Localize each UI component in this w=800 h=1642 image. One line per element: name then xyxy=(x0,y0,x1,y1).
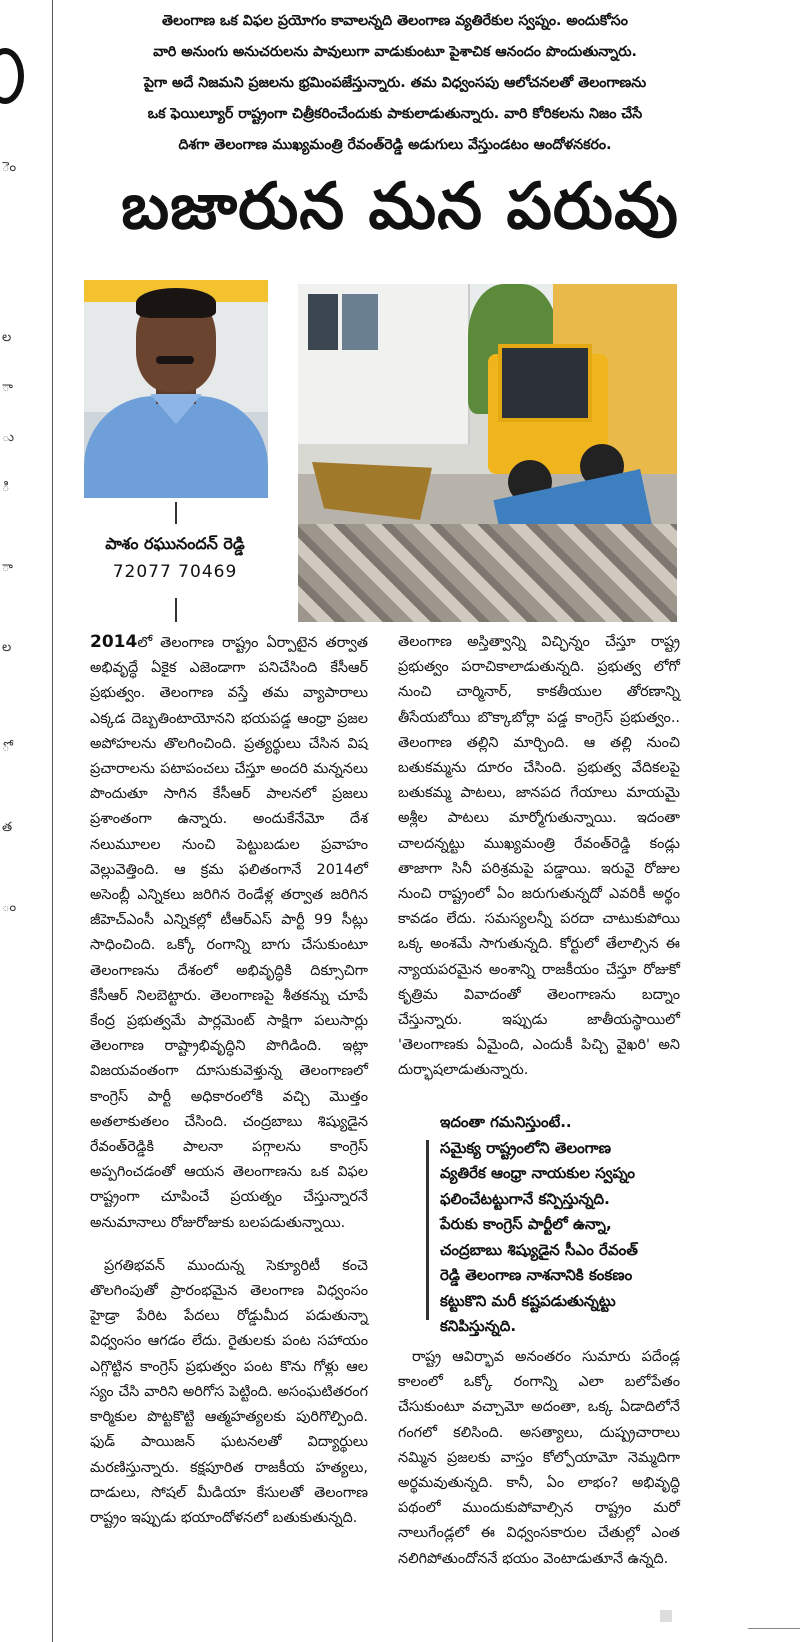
pull-quote-line: సమైక్య రాష్ట్రంలోని తెలంగాణ xyxy=(440,1138,611,1157)
pull-quote-bar xyxy=(426,1140,429,1320)
bulldozer-demolition-photo xyxy=(298,284,677,622)
pull-quote-line: వ్యతిరేక ఆంధ్రా నాయకుల స్వప్నం xyxy=(440,1164,636,1182)
paragraph: రాష్ట్ర ఆవిర్భావ అనంతరం సుమారు పదేండ్ల కాలంలో ఒక్కో రంగాన్ని ఎలా బలోపేతం చేసుకుంటూ వచ్చామో అదంతా, ఒక్క ఏడాదిలోనే గంగలో కలిసింది. అసత్యాలు, దుష్ప్రచారాలు నమ్మిన ప్రజలకు వాస్తం కోల్పోయామో నెమ్మదిగా అర్థమవుతున్నది. కానీ, ఏం లాభం? అభివృద్ధి పథంలో ముందుకుపోవాల్సిన రాష్ట్రం మరో నాలుగేండ్లలో ఈ విధ్వంసకారుల చేతుల్లో ఎంత నలిగిపోతుందోననే భయం వెంటాడుతూనే ఉన్నది. xyxy=(398,1349,680,1567)
margin-fragment: ెం xyxy=(2,160,17,175)
adjacent-column-glyph xyxy=(0,48,24,104)
margin-fragment: ం xyxy=(2,900,17,915)
pull-quote-line: ఫలించేటట్టుగానే కన్పిస్తున్నది. xyxy=(440,1189,610,1208)
paragraph: తెలంగాణ అస్తిత్వాన్ని విచ్ఛిన్నం చేస్తూ రాష్ట్ర ప్రభుత్వం పరాచికాలాడుతున్నది. ప్రభుత్వ లోగో నుంచి చార్మినార్, కాకతీయుల తోరణాన్ని తీసేయబోయి బొక్కాబోర్లా పడ్డ కాంగ్రెస్ ప్రభుత్వం.. తెలంగాణ తల్లిని మార్చింది. ఆ తల్లి నుంచి బతుకమ్మను దూరం చేసింది. ప్రభుత్వ వేదికలపై బతుకమ్మ పాటలు, జానపద గేయాలు మాయమై అశ్లీల పాటలు మార్మోగుతున్నాయి. ఇదంతా చాలదన్నట్టు ముఖ్యమంత్రి రేవంత్‌రెడ్డి కండ్లు తాజాగా సినీ పరిశ్రమపై పడ్డాయి. ఇరువై రోజుల నుంచి రాష్ట్రంలో ఏం జరుగుతున్నదో ఎవరికీ అర్థం కావడం లేదు. సమస్యలన్నీ పరదా చాటుకుపోయి ఒక్క అంశమే సాగుతున్నది. కోర్టులో తేలాల్సిన ఈ న్యాయపరమైన అంశాన్ని రాజకీయం చేస్తూ రోజుకో కృత్రిమ వివాదంతో తెలంగాణను బద్నాం చేస్తున్నారు. ఇప్పుడు జాతీయస్థాయిలో 'తెలంగాణకు ఏమైంది, ఎందుకీ పిచ్చి వైఖరి' అని దుర్భాషలాడుతున్నారు. xyxy=(398,634,680,1079)
pull-quote-line: రెడ్డి తెలంగాణ నాశనానికి కంకణం xyxy=(440,1266,633,1284)
margin-fragment: ా xyxy=(2,380,13,395)
margin-fragment: ల xyxy=(2,640,12,655)
author-phone: 72077 70469 xyxy=(112,562,238,582)
margin-fragment: ో xyxy=(2,740,10,755)
pull-quote-line: పేరుకు కాంగ్రెస్ పార్టీలో ఉన్నా, xyxy=(440,1215,612,1233)
author-photo xyxy=(84,280,268,498)
pull-quote-line: కట్టుకొని మరీ కష్టపడుతున్నట్టు xyxy=(440,1291,616,1310)
paragraph: ప్రగతిభవన్ ముందున్న సెక్యూరిటీ కంచె తొలగింపుతో ప్రారంభమైన తెలంగాణ విధ్వంసం హైడ్రా పేరిట పేదలు రోడ్డుమీద పడుతున్నా విధ్వంసం ఆగడం లేదు. రైతులకు పంట సహాయం ఎగ్గొట్టిన కాంగ్రెస్ ప్రభుత్వం పంట కొను గోళ్లు ఆల స్యం చేసి వారిని అరిగోస పెట్టింది. అసంఘటితరంగ కార్మికుల పొట్టకొట్టి ఆత్మహత్యలకు పురిగొల్పింది. ఫుడ్ పాయిజన్ ఘటనలతో విద్యార్థులు మరణిస్తున్నారు. కక్షపూరిత రాజకీయ హత్యలు, దాడులు, సోషల్ మీడియా కేసులతో తెలంగాణ రాష్ట్రం ఇప్పుడు భయాందోళనలో బతుకుతున్నది. xyxy=(90,1257,368,1526)
author-name: పాశం రఘునందన్ రెడ్డి xyxy=(105,534,245,553)
pull-quote-line: ఇదంతా గమనిస్తుంటే.. xyxy=(440,1113,572,1131)
paragraph-text: లో తెలంగాణ రాష్ట్రం ఏర్పాటైన తర్వాత అభివృద్ధే ఏకైక ఎజెండాగా పనిచేసింది కేసీఆర్ ప్రభుత్వం. తెలంగాణ వస్తే తమ వ్యాపారాలు ఎక్కడ దెబ్బతింటాయోనని భయపడ్డ ఆంధ్రా ప్రజల అపోహలను తొలగించింది. ప్రత్యర్థులు చేసిన విష ప్రచారాలను పటాపంచలు చేస్తూ అందరి మన్ననలు పొందుతూ సాగిన కేసీఆర్ పాలనలో ప్రజలు ప్రశాంతంగా ఉన్నారు. అందుకేనేమో దేశ నలుమూలల నుంచి పెట్టుబడుల ప్రవాహం వెల్లువెత్తింది. ఆ క్రమ ఫలితంగానే 2014లో అసెంబ్లీ ఎన్నికలు జరిగిన రెండేళ్ల తర్వాత జరిగిన జీహెచ్ఎంసీ ఎన్నికల్లో టీఆర్ఎస్ పార్టీ 99 సీట్లు సాధించింది. ఒక్కో రంగాన్ని బాగు చేసుకుంటూ తెలంగాణను దేశంలో అభివృద్ధికి దిక్సూచిగా కేసీఆర్ నిలబెట్టారు. తెలంగాణపై శీతకన్ను చూపే కేంద్ర ప్రభుత్వమే పార్లమెంట్ సాక్షిగా పలుసార్లు తెలంగాణ రాష్ట్రాభివృద్ధిని పొగిడింది. ఇట్లా విజయవంతంగా దూసుకువెళ్తున్న తెలంగాణలో కాంగ్రెస్ పార్టీ అధికారంలోకి వచ్చి మొత్తం అతలాకుతలం చేసింది. చంద్రబాబు శిష్యుడైన రేవంత్‌రెడ్డికి పాలనా పగ్గాలను కాంగ్రెస్ అప్పగించడంతో ఆయన తెలంగాణను ఒక విఫల రాష్ట్రంగా చూపించే ప్రయత్నం చేస్తున్నారనే అనుమానాలు రోజురోజుకు బలపడుతున్నాయి. xyxy=(90,635,368,1231)
left-margin-adjacent-column xyxy=(0,0,53,1642)
caption-divider xyxy=(175,598,177,622)
pull-quote xyxy=(440,1110,665,1340)
pull-quote-line: చంద్రబాబు శిష్యుడైన సీఎం రేవంత్ xyxy=(440,1240,638,1259)
article-column-2 xyxy=(398,630,680,1102)
lead-line: తెలంగాణ ఒక విఫల ప్రయోగం కావాలన్నది తెలంగాణ వ్యతిరేకుల స్వప్నం. అందుకోసం xyxy=(162,13,628,29)
caption-divider xyxy=(175,502,177,524)
end-mark xyxy=(660,1610,672,1622)
lead-paragraph xyxy=(70,6,720,161)
margin-fragment: ల xyxy=(2,330,12,345)
article-headline: బజారున మన పరువు xyxy=(121,170,679,244)
margin-fragment: ా xyxy=(2,560,13,575)
lead-line: వారి అనుంగు అనుచరులను పావులుగా వాడుకుంటూ పైశాచిక ఆనందం పొందుతున్నారు. xyxy=(153,44,637,60)
lead-line: ఒక ఫెయిల్యూర్ రాష్ట్రంగా చిత్రీకరించేందుకు పాకులాడుతున్నారు. వారి కోరికలను నిజం చేసే xyxy=(147,106,643,122)
article-column-3 xyxy=(398,1345,680,1590)
article-column-1 xyxy=(90,630,368,1549)
lead-line: దిశగా తెలంగాణ ముఖ్యమంత్రి రేవంత్‌రెడ్డి అడుగులు వేస్తుండటం ఆందోళనకరం. xyxy=(178,137,612,153)
paragraph xyxy=(90,630,368,1236)
dropcap-year: 2014 xyxy=(90,632,138,652)
margin-fragment: ి xyxy=(2,480,10,495)
lead-line: పైగా అదే నిజమని ప్రజలను భ్రమింపజేస్తున్నారు. తమ విధ్వంసపు ఆలోచనలతో తెలంగాణను xyxy=(143,75,647,91)
bottom-rule xyxy=(748,1628,800,1629)
pull-quote-line: కనిపిస్తున్నది. xyxy=(440,1317,517,1335)
margin-fragment: ు xyxy=(2,430,15,445)
margin-fragment: త xyxy=(2,820,13,835)
